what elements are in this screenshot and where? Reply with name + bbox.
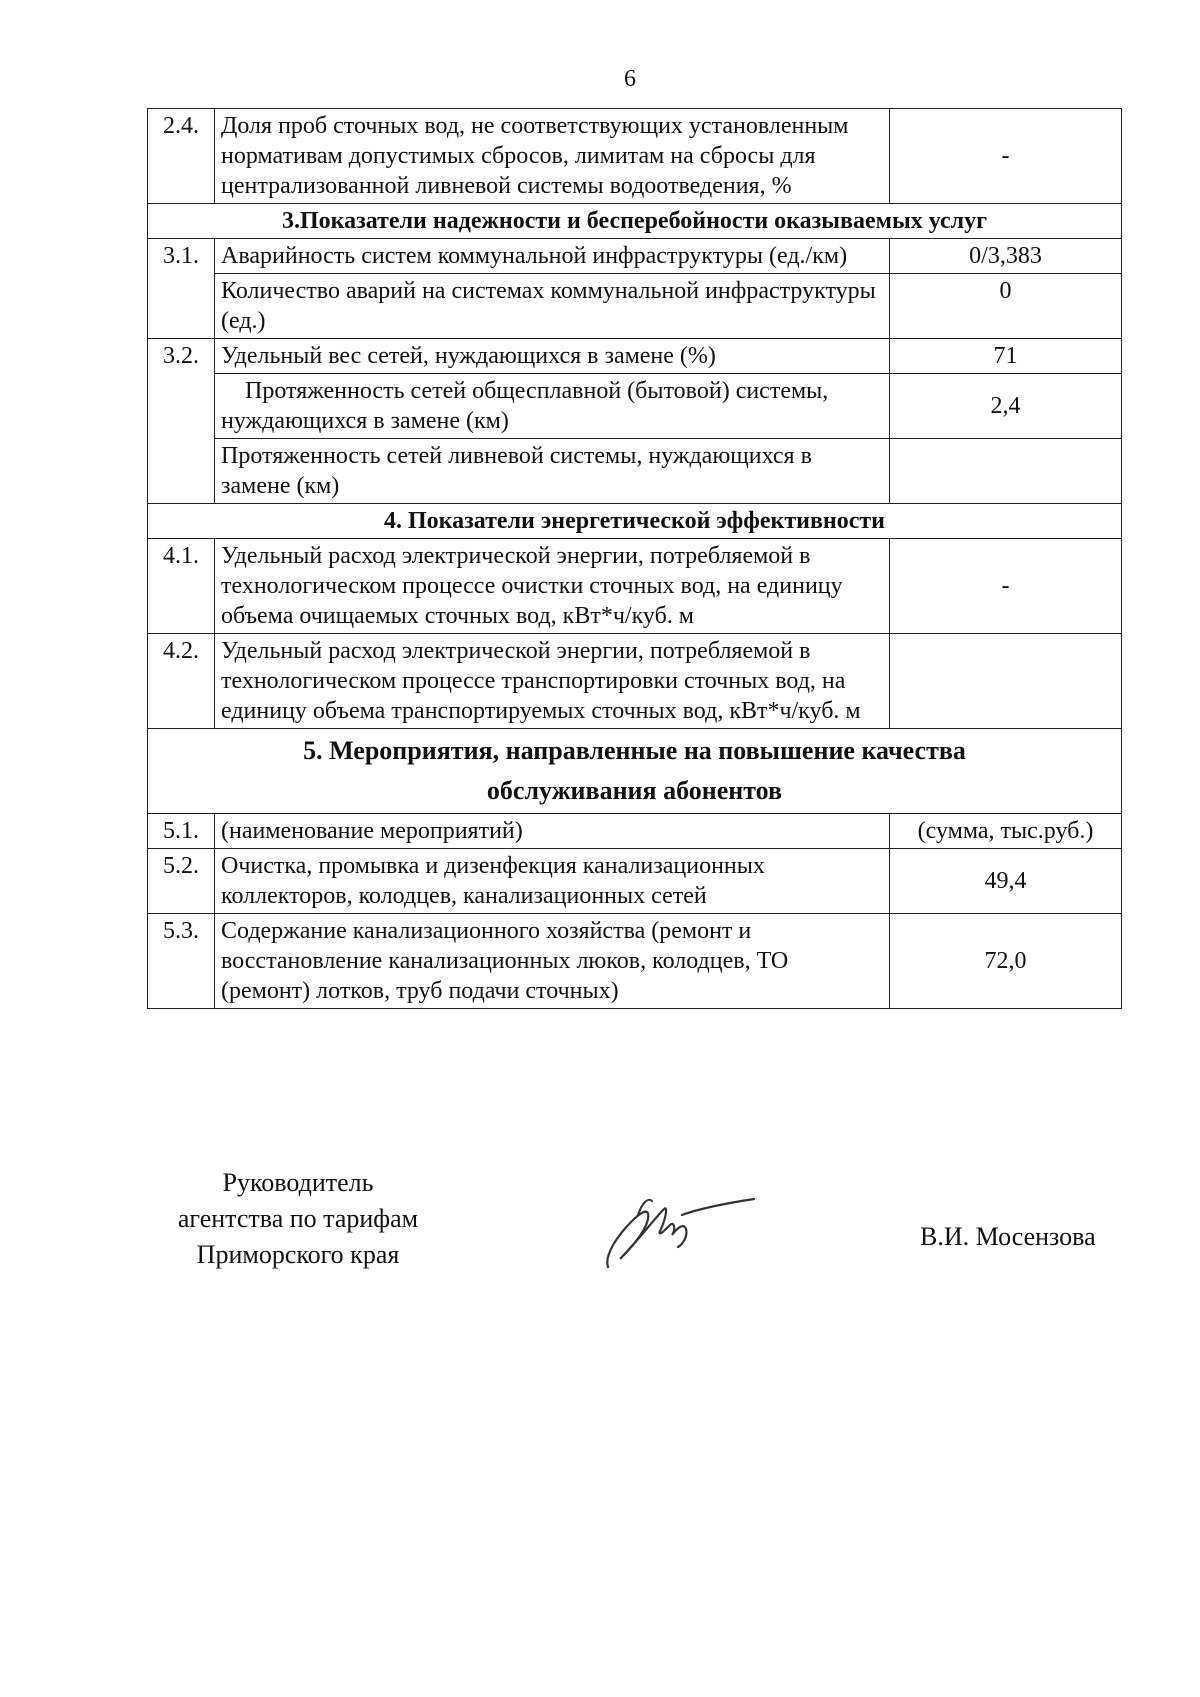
section-title-line1: 5. Мероприятия, направленные на повышение качества <box>303 736 966 765</box>
indicators-table <box>147 108 1122 1009</box>
table-row <box>148 539 1122 634</box>
indicator-name: Доля проб сточных вод, не соответствующих установленным нормативам допустимых сбросов, лимитам на сбросы для централизованной ливневой системы водоотведения, % <box>215 109 890 204</box>
section-title: 4. Показатели энергетической эффективности <box>148 504 1122 539</box>
indicator-value: (сумма, тыс.руб.) <box>890 814 1122 849</box>
indicator-value: 2,4 <box>890 374 1122 439</box>
row-number: 2.4. <box>148 109 215 204</box>
signer-position <box>148 1165 448 1273</box>
table-row <box>148 439 1122 504</box>
page-number: 6 <box>624 66 636 92</box>
indicator-name: Количество аварий на системах коммунальной инфраструктуры (ед.) <box>215 274 890 339</box>
table-row <box>148 109 1122 204</box>
signer-position-line: агентства по тарифам <box>177 1204 419 1233</box>
handwritten-signature <box>598 1185 758 1275</box>
row-number: 3.1. <box>148 239 215 339</box>
indicator-name: Аварийность систем коммунальной инфраструктуры (ед./км) <box>215 239 890 274</box>
row-number: 4.2. <box>148 634 215 729</box>
section-row <box>148 204 1122 239</box>
section-title: 3.Показатели надежности и бесперебойности оказываемых услуг <box>148 204 1122 239</box>
indicator-value: - <box>890 109 1122 204</box>
indicator-name: Очистка, промывка и дизенфекция канализационных коллекторов, колодцев, канализационных сетей <box>215 849 890 914</box>
table-row <box>148 339 1122 374</box>
section-title <box>148 729 1122 814</box>
indicator-value: 0/3,383 <box>890 239 1122 274</box>
indicator-name: (наименование мероприятий) <box>215 814 890 849</box>
indicator-value <box>890 439 1122 504</box>
row-number: 5.2. <box>148 849 215 914</box>
section-row <box>148 729 1122 814</box>
section-row <box>148 504 1122 539</box>
table-row <box>148 239 1122 274</box>
table-row <box>148 849 1122 914</box>
signer-name: В.И. Мосензова <box>920 1222 1096 1251</box>
signer-position-line: Приморского края <box>196 1240 400 1269</box>
indicator-name: Удельный вес сетей, нуждающихся в замене (%) <box>215 339 890 374</box>
table-row <box>148 914 1122 1009</box>
table-row <box>148 374 1122 439</box>
signer-position-line: Руководитель <box>222 1168 374 1197</box>
indicator-value: - <box>890 539 1122 634</box>
indicator-name: Содержание канализационного хозяйства (ремонт и восстановление канализационных люков, колодцев, ТО (ремонт) лотков, труб подачи сточных) <box>215 914 890 1009</box>
indicator-name: Удельный расход электрической энергии, потребляемой в технологическом процессе очистки сточных вод, на единицу объема очищаемых сточных вод, кВт*ч/куб. м <box>215 539 890 634</box>
row-number: 5.1. <box>148 814 215 849</box>
indicator-value: 49,4 <box>890 849 1122 914</box>
indicator-name <box>215 374 890 439</box>
indicator-name: Протяженность сетей ливневой системы, нуждающихся в замене (км) <box>215 439 890 504</box>
row-number: 5.3. <box>148 914 215 1009</box>
indicator-value <box>890 634 1122 729</box>
indicator-value: 72,0 <box>890 914 1122 1009</box>
indicator-value: 71 <box>890 339 1122 374</box>
table-row <box>148 814 1122 849</box>
table-row <box>148 274 1122 339</box>
section-title-line2: обслуживания абонентов <box>486 776 783 805</box>
row-number: 4.1. <box>148 539 215 634</box>
indicator-name-text: Протяженность сетей общесплавной (бытовой) системы, нуждающихся в замене (км) <box>221 378 829 434</box>
row-number: 3.2. <box>148 339 215 504</box>
indicator-name: Удельный расход электрической энергии, потребляемой в технологическом процессе транспортировки сточных вод, на единицу объема транспортируемых сточных вод, кВт*ч/куб. м <box>215 634 890 729</box>
table-row <box>148 634 1122 729</box>
indicator-value: 0 <box>890 274 1122 339</box>
